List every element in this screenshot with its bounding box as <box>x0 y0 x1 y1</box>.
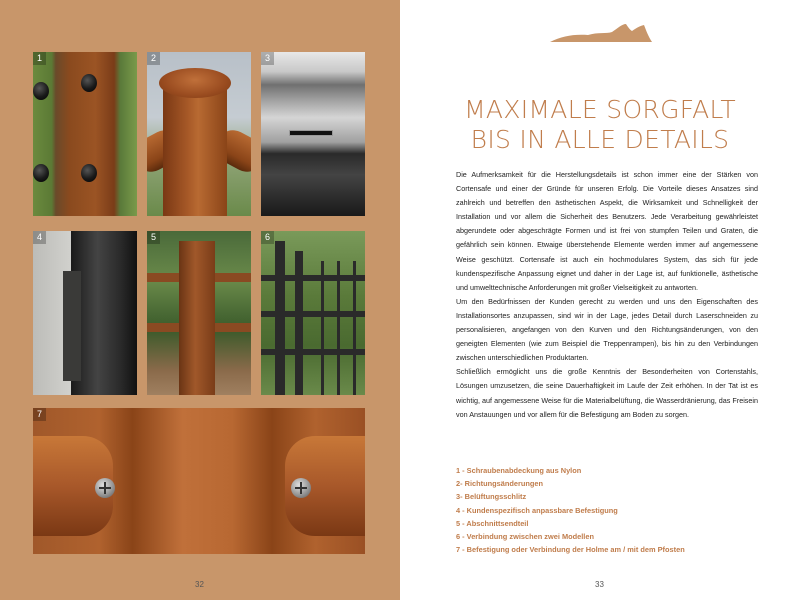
mounting-plate <box>63 271 81 381</box>
screw <box>291 478 311 498</box>
post <box>163 82 227 216</box>
railing-bar <box>353 261 356 395</box>
legend-item: 4 - Kundenspezifisch anpassbare Befestigung <box>456 505 618 515</box>
railing-bar <box>261 275 365 281</box>
brand-logo <box>548 22 654 46</box>
body-text <box>456 168 758 422</box>
legend-item: 7 - Befestigung oder Verbindung der Holme am / mit dem Pfosten <box>456 545 685 555</box>
legend-item: 2- Richtungsänderungen <box>456 479 544 489</box>
photo-model-connection <box>261 231 365 395</box>
photo-number: 1 <box>33 52 46 65</box>
page-number-left: 32 <box>195 580 204 589</box>
title-line-1: MAXIMALE SORGFALT <box>464 95 736 124</box>
bolt-cap <box>81 74 97 92</box>
photo-ventilation-slot <box>261 52 365 216</box>
post-cap <box>159 68 231 98</box>
photo-number: 6 <box>261 231 274 244</box>
page-number-right: 33 <box>595 580 604 589</box>
legend-item: 5 - Abschnittsendteil <box>456 518 529 528</box>
railing-post <box>275 241 285 395</box>
photo-direction-changes <box>147 52 251 216</box>
photo-rail-post-fixing <box>33 408 365 554</box>
screw <box>95 478 115 498</box>
photo-custom-mounting <box>33 231 137 395</box>
post <box>179 241 215 395</box>
photo-number: 3 <box>261 52 274 65</box>
bolt-cap <box>33 164 49 182</box>
railing-bar <box>261 349 365 355</box>
legend-item: 1 - Schraubenabdeckung aus Nylon <box>456 466 582 475</box>
railing-bar <box>337 261 340 395</box>
photo-section-end <box>147 231 251 395</box>
legend-item: 3- Belüftungsschlitz <box>456 492 527 502</box>
paragraph: Um den Bedürfnissen der Kunden gerecht zu werden und uns den Eigenschaften des Installationsortes anzupassen, sind wir in der Lage, jedes Detail durch Laserschneiden zu personalisieren, angefangen von den Kurven und den Richtungsänderungen, von den geneigten Elementen (wie zum Beispiel die Treppenrampen), bis hin zu den Verbindungen zwischen unterschiedlichen Produktarten. <box>456 296 758 363</box>
paragraph: Die Aufmerksamkeit für die Herstellungsdetails ist schon immer eine der Stärken von Cortensafe und einer der Gründe für unseren Erfolg. Die Vorteile dieses Ansatzes sind zahlreich und betreffen den ästhetischen Aspekt, die Wirksamkeit und Schnelligkeit der Installation und vor allem die Sicherheit des Benutzers. Jede Verarbeitung gewährleistet abgerundete oder abgeschrägte Formen und ist frei von stumpfen Teilen und Graten, die gefährlich sein können. Etwaige überstehende Elemente werden immer auf angemessene Weise geschützt. Cortensafe ist auch ein hochmodulares System, das sich für jede kundenspezifische Anpassung eignet und daher in der Lage ist, auf funktionelle, ästhetische und umwelttechnische Anforderungen mit großer Vielseitigkeit zu antworten. <box>456 170 758 292</box>
photo-legend <box>456 464 766 556</box>
right-page <box>400 0 800 600</box>
railing-post <box>295 251 303 395</box>
bolt-cap <box>81 164 97 182</box>
legend-item: 6 - Verbindung zwischen zwei Modellen <box>456 532 594 542</box>
photo-number: 4 <box>33 231 46 244</box>
photo-number: 5 <box>147 231 160 244</box>
railing-bar <box>321 261 324 395</box>
photo-nylon-screw-covers <box>33 52 137 216</box>
title-line-2: BIS IN ALLE DETAILS <box>470 125 730 154</box>
page-title <box>400 95 800 155</box>
photo-number: 7 <box>33 408 46 421</box>
railing-bar <box>261 311 365 317</box>
bolt-cap <box>33 82 49 100</box>
paragraph: Schließlich ermöglicht uns die große Kenntnis der Besonderheiten von Cortenstahls, Lösungen umzusetzen, die seine Dauerhaftigkeit im Laufe der Zeit erhöhen. In der Tat ist es wichtig, auf angemessene Weise für die Materialbelüftung, die Wasserdränierung, das Freisein von Anstauungen und vor allem für die Befestigung am Boden zu sorgen. <box>456 367 758 419</box>
ventilation-slot <box>289 130 333 136</box>
photo-number: 2 <box>147 52 160 65</box>
